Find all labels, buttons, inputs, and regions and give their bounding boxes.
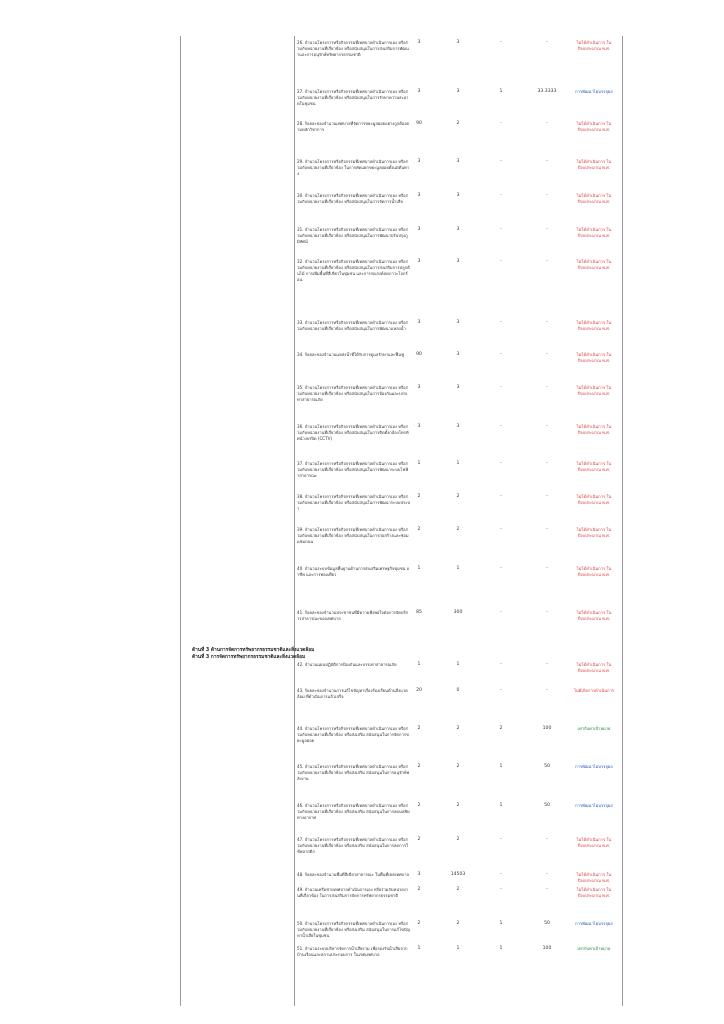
- indicator-description: 27. จำนวนโครงการหรือกิจกรรมที่เทศบาลดำเนินการเอง หรือร่วมกับหน่วยงานที่เกี่ยวข้อง หรือสนับสนุนในการรักษาความสะอาดในชุมชน: [297, 89, 409, 107]
- indicator-description: 43. ร้อยละของจำนวนการแก้ไขปัญหาเรื่องร้องเรียนด้านสิ่งแวดล้อม ที่ดำเนินการแล้วเสร็จ: [297, 688, 408, 700]
- target-value: 2: [417, 527, 421, 532]
- status-text: การพัฒนาไม่บรรลุผล: [575, 89, 613, 94]
- status-text: ไม่ได้ดำเนินการ ในปีงบประมาณ พ.ศ.: [576, 461, 612, 472]
- result-value: -: [500, 193, 502, 198]
- status-text: ไม่ได้ดำเนินการ ในปีงบประมาณ พ.ศ.: [576, 424, 612, 435]
- target-value: 2: [417, 921, 421, 926]
- percent-value: -: [546, 352, 548, 357]
- target-value: 1: [417, 566, 421, 571]
- indicator-description: 34. ร้อยละของจำนวนแหล่งน้ำที่ได้รับการดูแลรักษาและฟื้นฟู: [297, 352, 404, 357]
- target-value: 20: [416, 688, 422, 693]
- indicator-description: 50. จำนวนโครงการหรือกิจกรรมที่เทศบาลดำเนินการเอง หรือร่วมกับหน่วยงานที่เกี่ยวข้อง หรือส่งเสริม สนับสนุนในการแก้ไขปัญหาน้ำเสียในชุมชน: [297, 921, 410, 939]
- result-value: -: [500, 610, 502, 615]
- percent-value: -: [546, 566, 548, 571]
- base-value: 2: [456, 887, 460, 892]
- percent-value: -: [546, 887, 548, 892]
- result-value: -: [500, 662, 502, 667]
- table-row: [0, 193, 724, 226]
- indicator-description: 38. จำนวนโครงการหรือกิจกรรมที่เทศบาลดำเนินการเอง หรือร่วมกับหน่วยงานที่เกี่ยวข้อง หรือสนับสนุนในการพัฒนาระบบประปา: [297, 494, 410, 512]
- percent-value: 50: [544, 764, 550, 769]
- table-row: [0, 352, 724, 384]
- indicator-description: 47. จำนวนโครงการหรือกิจกรรมที่เทศบาลดำเนินการเอง หรือร่วมกับหน่วยงานที่เกี่ยวข้อง หรือส่งเสริม สนับสนุนในการลดการใช้พลาสติก: [297, 837, 409, 855]
- base-value: 1: [456, 946, 460, 951]
- base-value: 3: [456, 193, 460, 198]
- table-row: [0, 566, 724, 608]
- table-row: [0, 921, 724, 945]
- base-value: 3: [456, 352, 460, 357]
- status-text: ไม่มีเกิดการดำเนินการ: [574, 688, 614, 693]
- result-value: -: [500, 887, 502, 892]
- status-text: ไม่ได้ดำเนินการ ในปีงบประมาณ พ.ศ.: [576, 352, 612, 363]
- target-value: 3: [417, 193, 421, 198]
- base-value: 2: [456, 494, 460, 499]
- section-subheader: ด้านที่ 3 การจัดการทรัพยากรธรรมชาติและสิ่งแวดล้อม: [192, 655, 306, 660]
- result-value: -: [500, 159, 502, 164]
- percent-value: -: [546, 259, 548, 264]
- table-row: [0, 872, 724, 886]
- indicator-description: 48. ร้อยละของจำนวนพื้นที่สีเขียวสาธารณะ ในพื้นที่เขตเทศบาล: [297, 872, 410, 877]
- base-value: 3: [456, 227, 460, 232]
- result-value: -: [500, 494, 502, 499]
- result-value: -: [500, 872, 502, 877]
- status-text: ไม่ได้ดำเนินการ ในปีงบประมาณ พ.ศ.: [576, 40, 612, 51]
- table-row: [0, 424, 724, 460]
- table-row: [0, 227, 724, 258]
- status-text: ไม่ได้ดำเนินการ ในปีงบประมาณ พ.ศ.: [576, 385, 612, 396]
- status-text: การพัฒนาไม่บรรลุผล: [575, 921, 613, 926]
- indicator-description: 28. ร้อยละของจำนวนเทศบาลที่จัดการขยะมูลฝอยอย่างถูกต้องตามหลักวิชาการ: [297, 121, 410, 133]
- target-value: 1: [417, 662, 421, 667]
- result-value: -: [500, 424, 502, 429]
- section-header: ด้านที่ 3 ด้านการจัดการทรัพยากรธรรมชาติและสิ่งแวดล้อม: [192, 648, 315, 653]
- base-value: 3: [456, 159, 460, 164]
- indicator-description: 39. จำนวนโครงการหรือกิจกรรมที่เทศบาลดำเนินการเอง หรือร่วมกับหน่วยงานที่เกี่ยวข้อง หรือสนับสนุนในการก่อสร้างและซ่อมแซมถนน: [297, 527, 409, 545]
- result-value: 1: [499, 921, 503, 926]
- status-text: ไม่ได้ดำเนินการ ในปีงบประมาณ พ.ศ.: [576, 662, 612, 673]
- table-row: [0, 159, 724, 192]
- base-value: 14503: [450, 872, 466, 877]
- result-value: 1: [499, 764, 503, 769]
- target-value: 3: [417, 320, 421, 325]
- indicator-description: 42. จำนวนแผนปฏิบัติการป้องกันและบรรเทาสาธารณภัย: [297, 662, 397, 667]
- status-text: ไม่ได้ดำเนินการ ในปีงบประมาณ พ.ศ.: [576, 527, 612, 538]
- base-value: 1: [456, 461, 460, 466]
- target-value: 3: [417, 40, 421, 45]
- result-value: -: [500, 566, 502, 571]
- table-row: [0, 662, 724, 687]
- indicator-description: 45. จำนวนโครงการหรือกิจกรรมที่เทศบาลดำเนินการเอง หรือร่วมกับหน่วยงานที่เกี่ยวข้อง หรือส่งเสริม สนับสนุนในการอนุรักษ์พลังงาน: [297, 764, 410, 782]
- indicator-description: 41. ร้อยละของจำนวนประชาชนที่มีความพึงพอใจต่อการจัดบริการสาธารณะของเทศบาล: [297, 610, 409, 622]
- table-row: [0, 121, 724, 158]
- table-row: [0, 764, 724, 802]
- percent-value: -: [546, 461, 548, 466]
- status-text: การพัฒนาไม่บรรลุผล: [575, 803, 613, 808]
- base-value: 3: [456, 385, 460, 390]
- percent-value: -: [546, 527, 548, 532]
- base-value: 3: [456, 259, 460, 264]
- indicator-description: 40. จำนวนระบบข้อมูลพื้นฐานด้านการส่งเสริมเศรษฐกิจชุมชน อาชีพ และการท่องเที่ยว: [297, 566, 410, 578]
- base-value: 3: [456, 89, 460, 94]
- percent-value: -: [546, 837, 548, 842]
- result-value: -: [500, 227, 502, 232]
- target-value: 2: [417, 837, 421, 842]
- result-value: -: [500, 527, 502, 532]
- percent-value: -: [546, 320, 548, 325]
- table-row: [0, 837, 724, 871]
- percent-value: 100: [542, 726, 552, 731]
- target-value: 90: [416, 121, 422, 126]
- base-value: 3: [456, 40, 460, 45]
- indicator-description: 49. จำนวนเครือข่ายเทศบาลดำเนินการเอง หรือร่วมกับหน่วยงานที่เกี่ยวข้อง ในการส่งเสริมการจัดการทรัพยากรธรรมชาติ: [297, 887, 409, 899]
- percent-value: -: [546, 424, 548, 429]
- target-value: 2: [417, 726, 421, 731]
- target-value: 2: [417, 887, 421, 892]
- base-value: 2: [456, 921, 460, 926]
- target-value: 2: [417, 803, 421, 808]
- table-row: [0, 259, 724, 319]
- table-row: [0, 610, 724, 646]
- indicator-description: 35. จำนวนโครงการหรือกิจกรรมที่เทศบาลดำเนินการเอง หรือร่วมกับหน่วยงานที่เกี่ยวข้อง หรือสนับสนุนในการป้องกันและบรรเทาสาธารณภัย: [297, 385, 408, 403]
- result-value: -: [500, 121, 502, 126]
- result-value: -: [500, 259, 502, 264]
- target-value: 2: [417, 494, 421, 499]
- target-value: 85: [416, 610, 422, 615]
- result-value: -: [500, 837, 502, 842]
- target-value: 1: [417, 946, 421, 951]
- percent-value: -: [546, 121, 548, 126]
- status-text: ไม่ได้ดำเนินการ ในปีงบประมาณ พ.ศ.: [576, 121, 612, 132]
- status-text: ไม่ได้ดำเนินการ ในปีงบประมาณ พ.ศ.: [576, 227, 612, 238]
- percent-value: -: [546, 662, 548, 667]
- indicator-description: 37. จำนวนโครงการหรือกิจกรรมที่เทศบาลดำเนินการเอง หรือร่วมกับหน่วยงานที่เกี่ยวข้อง หรือสนับสนุนในการพัฒนาระบบไฟฟ้าสาธารณะ: [297, 461, 409, 479]
- table-row: [0, 688, 724, 725]
- indicator-description: 51. จำนวนระบบบริหารจัดการน้ำเสียรวม เพื่อรองรับน้ำเสียจากบ้านเรือนและสถานประกอบการ ในเขตเทศบาล: [297, 946, 408, 958]
- percent-value: -: [546, 494, 548, 499]
- base-value: 2: [456, 764, 460, 769]
- percent-value: -: [546, 227, 548, 232]
- percent-value: -: [546, 385, 548, 390]
- status-text: เท่ากับค่าเป้าหมาย: [577, 946, 611, 951]
- base-value: 3: [456, 424, 460, 429]
- percent-value: -: [546, 193, 548, 198]
- result-value: 1: [499, 803, 503, 808]
- base-value: 2: [456, 837, 460, 842]
- base-value: 1: [456, 662, 460, 667]
- result-value: -: [500, 352, 502, 357]
- status-text: เท่ากับค่าเป้าหมาย: [577, 726, 611, 731]
- status-text: ไม่ได้ดำเนินการ ในปีงบประมาณ พ.ศ.: [576, 566, 612, 577]
- table-row: [0, 385, 724, 423]
- result-value: 1: [499, 946, 503, 951]
- target-value: 3: [417, 385, 421, 390]
- base-value: 2: [456, 121, 460, 126]
- base-value: 300: [453, 610, 463, 615]
- target-value: 3: [417, 227, 421, 232]
- indicator-description: 46. จำนวนโครงการหรือกิจกรรมที่เทศบาลดำเนินการเอง หรือร่วมกับหน่วยงานที่เกี่ยวข้อง หรือส่งเสริม สนับสนุนในการลดมลพิษทางอากาศ: [297, 803, 410, 821]
- target-value: 1: [417, 461, 421, 466]
- status-text: ไม่ได้ดำเนินการ ในปีงบประมาณ พ.ศ.: [576, 193, 612, 204]
- table-row: [0, 89, 724, 120]
- status-text: ไม่ได้ดำเนินการ ในปีงบประมาณ พ.ศ.: [576, 494, 612, 505]
- result-value: -: [500, 320, 502, 325]
- base-value: 2: [456, 726, 460, 731]
- indicator-description: 31. จำนวนโครงการหรือกิจกรรมที่เทศบาลดำเนินการเอง หรือร่วมกับหน่วยงานที่เกี่ยวข้อง หรือสนับสนุนในการพัฒนาปรับปรุงภูมิทัศน์: [297, 227, 408, 245]
- percent-value: -: [546, 159, 548, 164]
- status-text: ไม่ได้ดำเนินการ ในปีงบประมาณ พ.ศ.: [576, 872, 612, 883]
- indicator-description: 33. จำนวนโครงการหรือกิจกรรมที่เทศบาลดำเนินการเอง หรือร่วมกับหน่วยงานที่เกี่ยวข้อง หรือสนับสนุนในการพัฒนาแหล่งน้ำ: [297, 320, 408, 332]
- target-value: 3: [417, 259, 421, 264]
- base-value: 1: [456, 566, 460, 571]
- target-value: 3: [417, 424, 421, 429]
- table-row: [0, 527, 724, 565]
- table-row: [0, 320, 724, 351]
- status-text: ไม่ได้ดำเนินการ ในปีงบประมาณ พ.ศ.: [576, 259, 612, 270]
- table-row: [0, 946, 724, 976]
- table-row: [0, 40, 724, 88]
- indicator-description: 32. จำนวนโครงการหรือกิจกรรมที่เทศบาลดำเนินการเอง หรือร่วมกับหน่วยงานที่เกี่ยวข้อง หรือสนับสนุนในการส่งเสริมการปลูกต้นไม้ การเพิ่มพื้นที่สีเขียวในชุมชน และการรณรงค์ลดภาวะโลกร้อน: [297, 259, 410, 283]
- table-row: [0, 494, 724, 526]
- result-value: -: [500, 461, 502, 466]
- target-value: 90: [416, 352, 422, 357]
- status-text: ไม่ได้ดำเนินการ ในปีงบประมาณ พ.ศ.: [576, 887, 612, 898]
- base-value: 3: [456, 320, 460, 325]
- target-value: 3: [417, 872, 421, 877]
- percent-value: -: [546, 610, 548, 615]
- percent-value: -: [546, 688, 548, 693]
- result-value: -: [500, 385, 502, 390]
- indicator-description: 30. จำนวนโครงการหรือกิจกรรมที่เทศบาลดำเนินการเอง หรือร่วมกับหน่วยงานที่เกี่ยวข้อง หรือสนับสนุนในการจัดการน้ำเสีย: [297, 193, 408, 205]
- result-value: -: [500, 40, 502, 45]
- indicator-description: 44. จำนวนโครงการหรือกิจกรรมที่เทศบาลดำเนินการเอง หรือร่วมกับหน่วยงานที่เกี่ยวข้อง หรือส่งเสริม สนับสนุนในการจัดการขยะมูลฝอย: [297, 726, 409, 744]
- percent-value: -: [546, 40, 548, 45]
- base-value: 2: [456, 803, 460, 808]
- status-text: ไม่ได้ดำเนินการ ในปีงบประมาณ พ.ศ.: [576, 610, 612, 621]
- status-text: ไม่ได้ดำเนินการ ในปีงบประมาณ พ.ศ.: [576, 159, 612, 170]
- status-text: ไม่ได้ดำเนินการ ในปีงบประมาณ พ.ศ.: [576, 837, 612, 848]
- result-value: -: [500, 688, 502, 693]
- status-text: การพัฒนาไม่บรรลุผล: [575, 764, 613, 769]
- percent-value: 100: [542, 946, 552, 951]
- target-value: 2: [417, 764, 421, 769]
- percent-value: -: [546, 872, 548, 877]
- target-value: 3: [417, 89, 421, 94]
- table-row: [0, 726, 724, 763]
- indicator-description: 26. จำนวนโครงการหรือกิจกรรมที่เทศบาลดำเนินการเอง หรือร่วมกับหน่วยงานที่เกี่ยวข้อง หรือสนับสนุนในการส่งเสริมการพัฒนาและการอนุรักษ์ทรัพยากรธรรมชาติ: [297, 40, 409, 58]
- indicator-description: 36. จำนวนโครงการหรือกิจกรรมที่เทศบาลดำเนินการเอง หรือร่วมกับหน่วยงานที่เกี่ยวข้อง หรือสนับสนุนในการติดตั้งกล้องโทรทัศน์วงจรปิด (CCTV): [297, 424, 409, 442]
- table-row: [0, 887, 724, 920]
- base-value: 0: [456, 688, 460, 693]
- base-value: 2: [456, 527, 460, 532]
- percent-value: 50: [544, 803, 550, 808]
- table-row: [0, 803, 724, 836]
- target-value: 3: [417, 159, 421, 164]
- result-value: 2: [499, 726, 503, 731]
- indicator-description: 29. จำนวนโครงการหรือกิจกรรมที่เทศบาลดำเนินการเอง หรือร่วมกับหน่วยงานที่เกี่ยวข้อง ในการคัดแยกขยะมูลฝอยตั้งแต่ต้นทาง: [297, 159, 410, 177]
- percent-value: 33.3333: [537, 89, 557, 94]
- result-value: 1: [499, 89, 503, 94]
- status-text: ไม่ได้ดำเนินการ ในปีงบประมาณ พ.ศ.: [576, 320, 612, 331]
- percent-value: 50: [544, 921, 550, 926]
- table-row: [0, 461, 724, 493]
